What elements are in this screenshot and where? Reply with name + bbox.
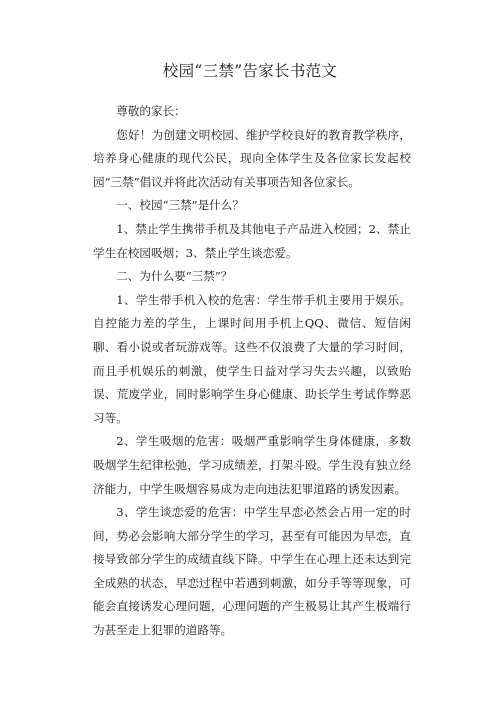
document-body (93, 100, 411, 643)
paragraph-phone-harm: 1、学生带手机入校的危害：学生带手机主要用于娱乐。自控能力差的学生，上课时间用手机上QQ、微信、短信闲聊、看小说或者玩游戏等。这些不仅浪费了大量的学习时间，而且手机娱乐的刺激，使学生日益对学习失去兴趣，以致贻误、荒废学业，同时影响学生身心健康、助长学生考试作弊恶习等。 (93, 292, 411, 425)
section-heading-what: 一、校园“三禁”是什么？ (116, 198, 244, 213)
paragraph-dating-harm: 3、学生谈恋爱的危害：中学生早恋必然会占用一定的时间，势必会影响大部分学生的学习，甚至有可能因为早恋，直接导致部分学生的成绩直线下降。中学生在心理上还未达到完全成熟的状态，早恋过程中若遇到刺激，如分手等等现象，可能会直接诱发心理问题，心理问题的产生极易让其产生极端行为甚至走上犯罪的道路等。 (93, 505, 411, 638)
paragraph-intro: 您好！为创建文明校园、维护学校良好的教育教学秩序，培养身心健康的现代公民，现向全体学生及各位家长发起校园“三禁”倡议并将此次活动有关事项告知各位家长。 (93, 127, 411, 189)
salutation: 尊敬的家长： (116, 104, 186, 118)
paragraph-smoking-harm: 2、学生吸烟的危害：吸烟严重影响学生身体健康，多数吸烟学生纪律松弛，学习成绩差，打架斗殴。学生没有独立经济能力，中学生吸烟容易成为走向违法犯罪道路的诱发因素。 (93, 434, 411, 496)
page-title: 校园“三禁”告家长书范文 (162, 62, 338, 80)
paragraph-rules: 1、禁止学生携带手机及其他电子产品进入校园；2、禁止学生在校园吸烟；3、禁止学生谈恋爱。 (93, 221, 411, 260)
section-heading-why: 二、为什么要“三禁”？ (116, 269, 233, 284)
